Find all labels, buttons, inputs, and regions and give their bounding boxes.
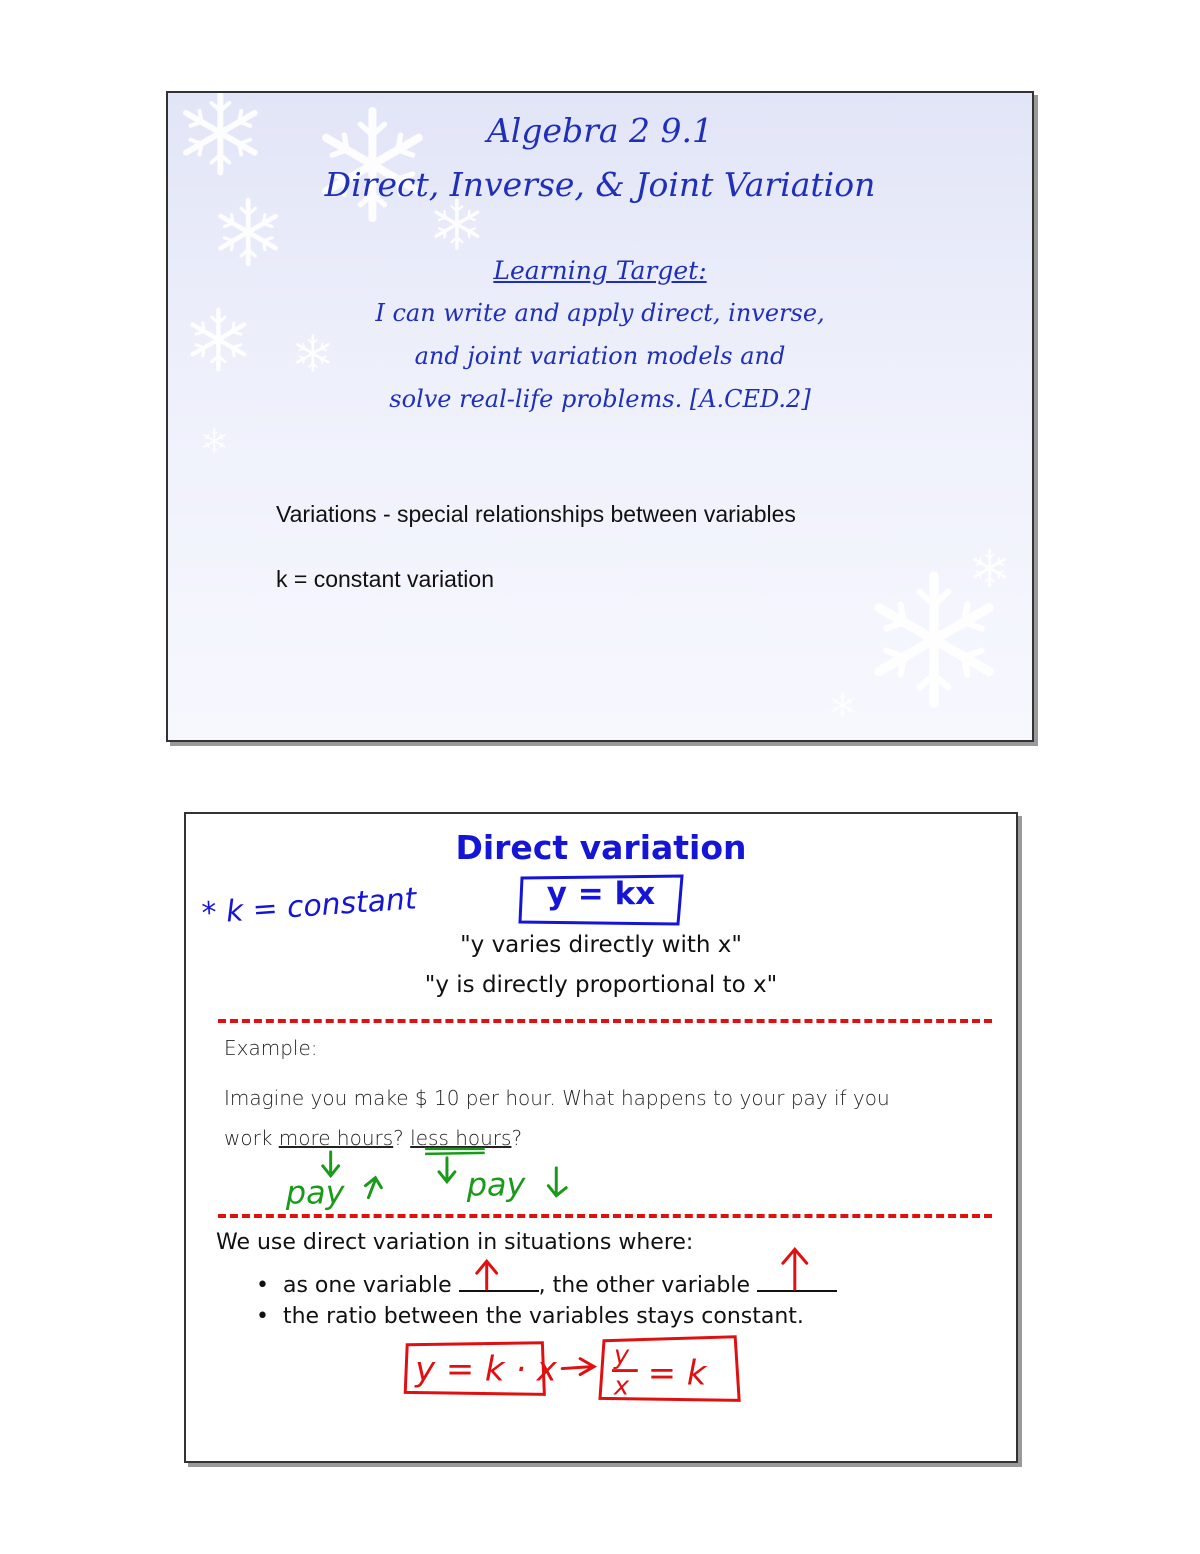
green-down-arrow-icon: [548, 1168, 566, 1196]
bullet-symbol: •: [256, 1273, 269, 1298]
bullet1-prefix: as one variable: [282, 1273, 459, 1298]
bullet1-mid: , the other variable: [538, 1273, 758, 1298]
handwritten-equals-k: = k: [647, 1353, 707, 1393]
red-handdrawn-box: [405, 1343, 544, 1395]
direct-variation-formula: y = kx: [546, 876, 656, 912]
handwritten-k-constant: * k = constant: [200, 881, 418, 932]
slide-1-lesson-title: Direct, Inverse, & Joint Variation: [324, 165, 876, 204]
divider-top: [218, 1019, 992, 1023]
learning-target-line: solve real-life problems. [A.CED.2]: [389, 385, 811, 413]
varies-directly-quote: "y varies directly with x": [460, 932, 742, 958]
more-hours-text: more hours: [278, 1126, 394, 1150]
slide-2-title: Direct variation: [455, 828, 747, 867]
handwritten-y-equals-kx: y = k · x: [415, 1349, 557, 1389]
slide-1-course-title: Algebra 2 9.1: [486, 111, 714, 150]
answer-blank: [459, 1270, 539, 1292]
learning-target-line: I can write and apply direct, inverse,: [375, 299, 825, 327]
divider-bottom: [218, 1214, 992, 1218]
use-direct-variation-heading: We use direct variation in situations where:: [216, 1230, 694, 1255]
example-suffix: ?: [511, 1126, 523, 1150]
svg-text:y: y: [613, 1340, 630, 1371]
red-right-arrow-icon: [562, 1359, 594, 1375]
example-question-line2: [224, 1126, 522, 1150]
learning-target-heading: Learning Target:: [493, 256, 707, 285]
directly-proportional-quote: "y is directly proportional to x": [424, 972, 778, 998]
answer-blank: [757, 1270, 837, 1292]
k-definition: k = constant variation: [276, 566, 494, 592]
green-underline: [425, 1153, 485, 1154]
handwritten-y-over-x: [612, 1341, 638, 1402]
bullet-symbol: •: [256, 1304, 269, 1329]
bullet-one-variable: [256, 1270, 837, 1298]
bullet-ratio-constant: [256, 1304, 804, 1329]
red-handdrawn-box: [600, 1337, 739, 1401]
slide-1-title: [166, 91, 1034, 742]
example-question-line1: Imagine you make $ 10 per hour. What happens to your pay if you: [224, 1086, 890, 1110]
example-mid: ?: [393, 1126, 411, 1150]
handwritten-pay-down: pay: [466, 1166, 526, 1204]
svg-text:x: x: [613, 1371, 630, 1402]
variations-definition: Variations - special relationships between variables: [276, 501, 796, 527]
green-down-arrow-icon: [323, 1152, 339, 1176]
bullet2-text: the ratio between the variables stays constant.: [282, 1304, 804, 1329]
green-up-arrow-icon: [365, 1178, 381, 1198]
handwritten-pay-up: pay: [285, 1174, 345, 1212]
green-down-arrow-icon: [439, 1158, 455, 1182]
example-prefix: work: [224, 1126, 279, 1150]
less-hours-text: less hours: [410, 1126, 512, 1150]
learning-target-line: and joint variation models and: [414, 342, 786, 370]
slide-2-direct-variation: [184, 812, 1018, 1463]
example-label: Example:: [224, 1036, 318, 1060]
